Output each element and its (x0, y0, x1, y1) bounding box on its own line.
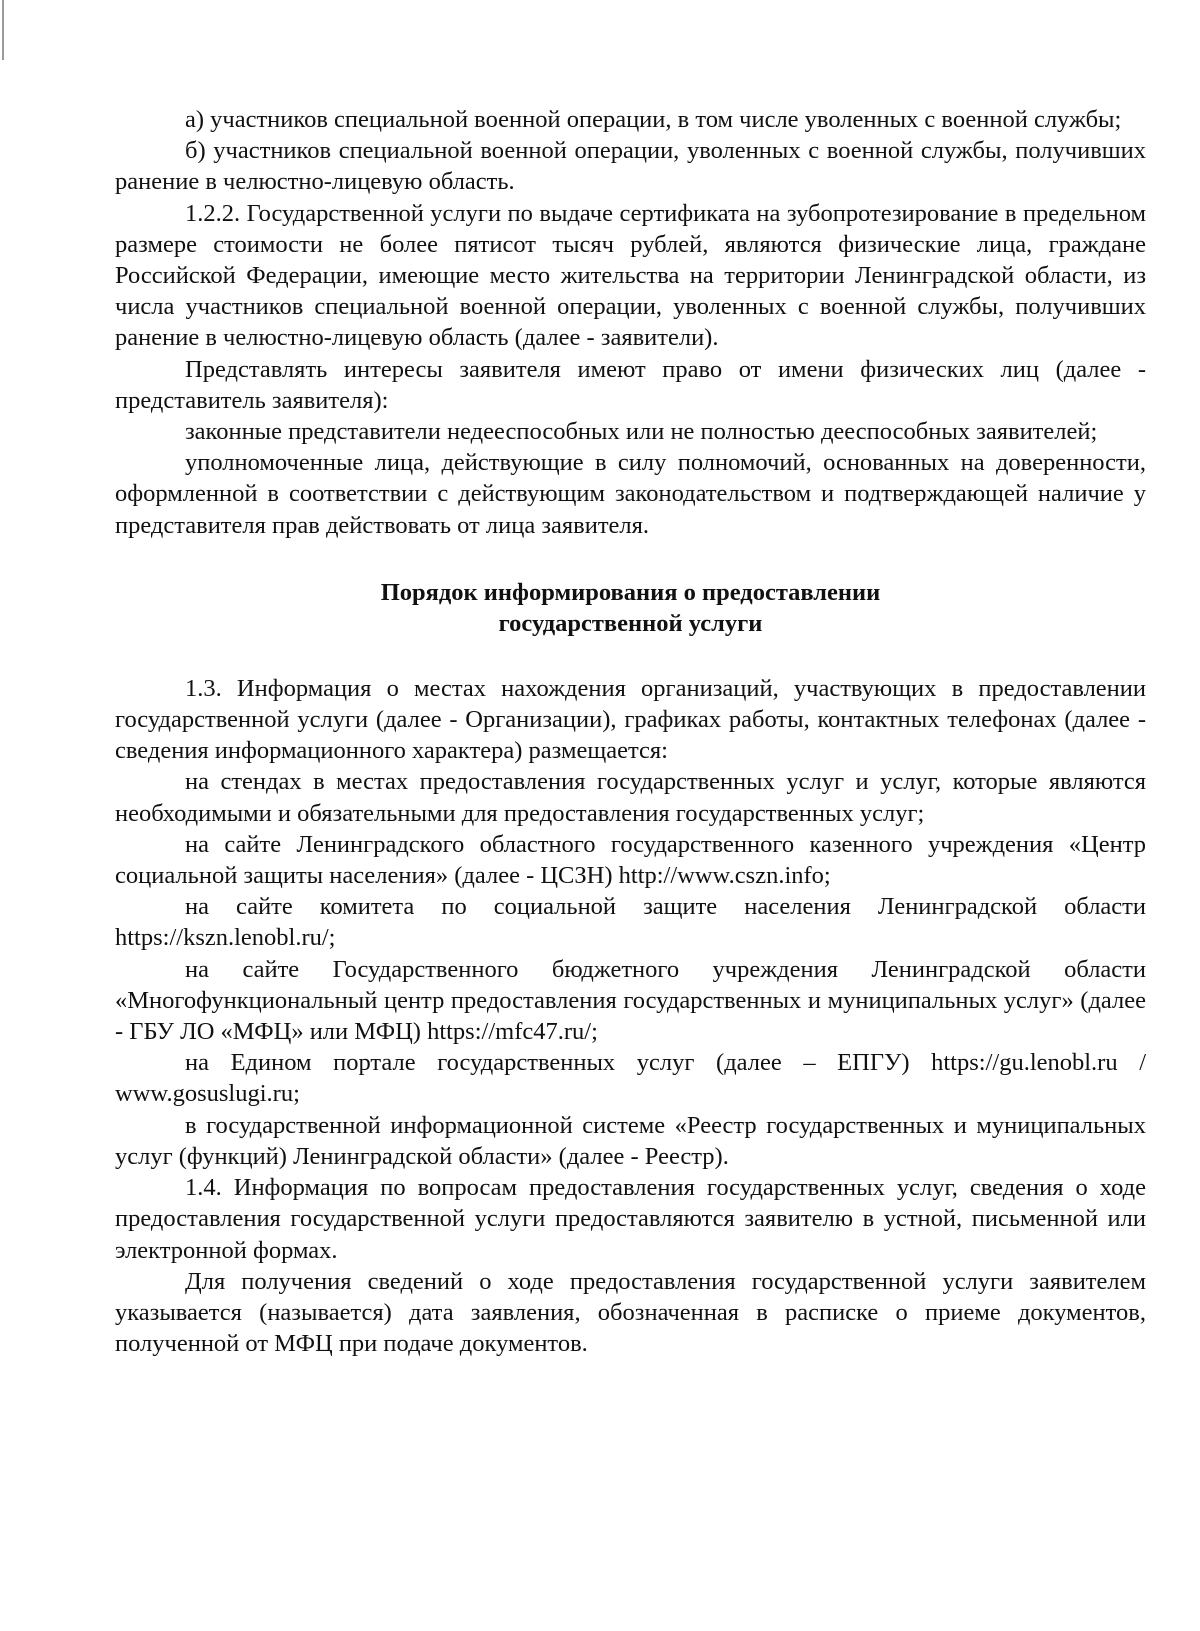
paragraph-representatives: Представлять интересы заявителя имеют право от имени физических лиц (далее - представитель заявителя): (115, 355, 1146, 414)
document-body (115, 104, 1146, 1359)
paragraph-b: б) участников специальной военной операции, уволенных с военной службы, получивших ранение в челюстно-лицевую область. (115, 137, 1146, 196)
paragraph-1-2-2: 1.2.2. Государственной услуги по выдаче сертификата на зубопротезирование в предельном размере стоимости не более пятисот тысяч рублей, являются физические лица, граждане Российской Федерации, имеющие место жительства на территории Ленинградской области, из числа участников специальной военной операции, уволенных с военной службы, получивших ранение в челюстно-лицевую область (далее - заявители). (115, 199, 1146, 352)
paragraph-legal-representatives: законные представители недееспособных или не полностью дееспособных заявителей; (185, 418, 1098, 446)
paragraph-a: а) участников специальной военной операции, в том числе уволенных с военной службы; (185, 106, 1122, 133)
paragraph-authorized-persons: уполномоченные лица, действующие в силу полномочий, основанных на доверенности, оформленной в соответствии с действующим законодательством и подтверждающей наличие у представителя прав действовать от лица заявителя. (115, 449, 1146, 539)
paragraph-committee-site: на сайте комитета по социальной защите населения Ленинградской области https://kszn.lenobl.ru/; (115, 893, 1146, 952)
section-heading-line-1: Порядок информирования о предоставлении (380, 578, 881, 606)
paragraph-stands: на стендах в местах предоставления государственных услуг и услуг, которые являются необходимыми и обязательными для предоставления государственных услуг; (115, 768, 1146, 827)
scan-edge-mark (2, 0, 4, 60)
paragraph-1-4: 1.4. Информация по вопросам предоставления государственных услуг, сведения о ходе предоставления государственной услуги предоставляются заявителю в устной, письменной или электронной формах. (115, 1174, 1146, 1264)
paragraph-status-info: Для получения сведений о ходе предоставления государственной услуги заявителем указывается (называется) дата заявления, обозначенная в расписке о приеме документов, полученной от МФЦ при подаче документов. (115, 1267, 1146, 1358)
section-heading (115, 577, 1146, 639)
paragraph-cszn-site: на сайте Ленинградского областного государственного казенного учреждения «Центр социальной защиты населения» (далее - ЦСЗН) http://www.cszn.info; (115, 830, 1146, 890)
paragraph-epgu: на Едином портале государственных услуг (далее – ЕПГУ) https://gu.lenobl.ru / www.gosuslugi.ru; (115, 1049, 1146, 1108)
paragraph-1-3: 1.3. Информация о местах нахождения организаций, участвующих в предоставлении государственной услуги (далее - Организации), графиках работы, контактных телефонах (далее - сведения информационного характера) размещается: (115, 674, 1146, 765)
section-heading-line-2: государственной услуги (498, 609, 763, 637)
paragraph-mfc-site: на сайте Государственного бюджетного учреждения Ленинградской области «Многофункциональный центр предоставления государственных и муниципальных услуг» (далее - ГБУ ЛО «МФЦ» или МФЦ) https://mfc47.ru/; (115, 955, 1146, 1046)
paragraph-registry: в государственной информационной системе «Реестр государственных и муниципальных услуг (функций) Ленинградской области» (далее - Реестр). (115, 1111, 1146, 1170)
